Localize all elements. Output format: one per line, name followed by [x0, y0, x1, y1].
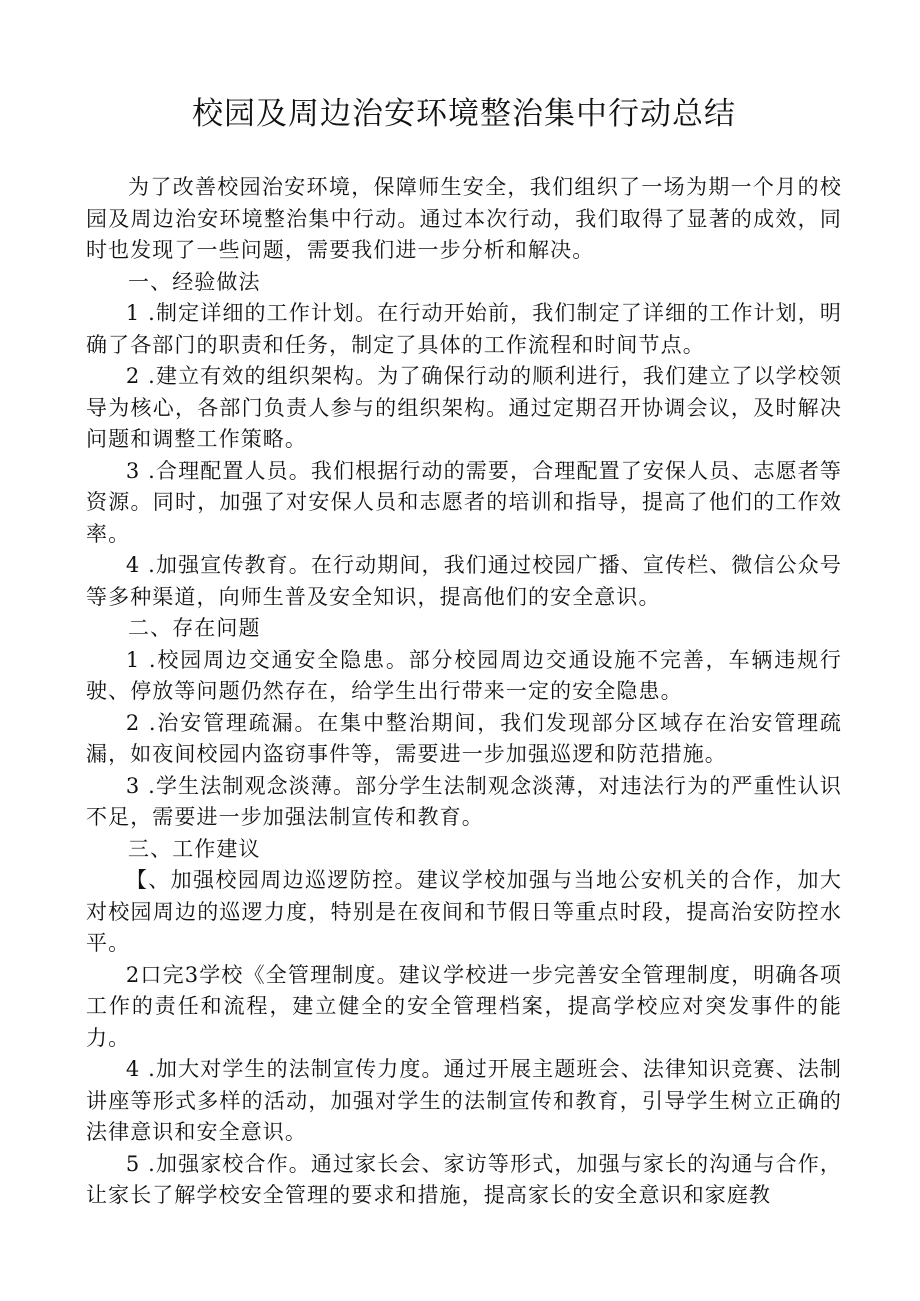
document-title: 校园及周边治安环境整治集中行动总结 [192, 96, 736, 132]
suggestion-item-2: 2口完3学校《全管理制度。建议学校进一步完善安全管理制度，明确各项工作的责任和流程，建立健全的安全管理档案，提高学校应对突发事件的能力。 [86, 962, 842, 1050]
suggestion-item-4: 4 .加大对学生的法制宣传力度。通过开展主题班会、法律知识竞赛、法制讲座等形式多样的活动，加强对学生的法制宣传和教育，引导学生树立正确的法律意识和安全意识。 [86, 1057, 842, 1144]
experience-item-1: 1 .制定详细的工作计划。在行动开始前，我们制定了详细的工作计划，明确了各部门的职责和任务，制定了具体的工作流程和时间节点。 [86, 301, 842, 357]
section-heading-suggestions: 三、工作建议 [128, 836, 261, 861]
problem-item-1: 1 .校园周边交通安全隐患。部分校园周边交通设施不完善，车辆违规行驶、停放等问题仍然存在，给学生出行带来一定的安全隐患。 [86, 647, 842, 703]
experience-item-4: 4 .加强宣传教育。在行动期间，我们通过校园广播、宣传栏、微信公众号等多种渠道，向师生普及安全知识，提高他们的安全意识。 [86, 553, 842, 609]
intro-paragraph: 为了改善校园治安环境，保障师生安全，我们组织了一场为期一个月的校园及周边治安环境整治集中行动。通过本次行动，我们取得了显著的成效，同时也发现了一些问题，需要我们进一步分析和解决。 [86, 175, 842, 262]
document-body [86, 172, 842, 1212]
section-heading-experience: 一、经验做法 [128, 269, 261, 294]
suggestion-item-5: 5 .加强家校合作。通过家长会、家访等形式，加强与家长的沟通与合作，让家长了解学校安全管理的要求和措施，提高家长的安全意识和家庭教 [86, 1151, 842, 1207]
problem-item-2: 2 .治安管理疏漏。在集中整治期间，我们发现部分区域存在治安管理疏漏，如夜间校园内盗窃事件等，需要进一步加强巡逻和防范措施。 [86, 710, 842, 766]
experience-item-2: 2 .建立有效的组织架构。为了确保行动的顺利进行，我们建立了以学校领导为核心，各部门负责人参与的组织架构。通过定期召开协调会议，及时解决问题和调整工作策略。 [86, 364, 842, 451]
suggestion-item-1: 【、加强校园周边巡逻防控。建议学校加强与当地公安机关的合作，加大对校园周边的巡逻力度，特别是在夜间和节假日等重点时段，提高治安防控水平。 [86, 868, 842, 955]
section-heading-problems: 二、存在问题 [128, 616, 261, 640]
experience-item-3: 3 .合理配置人员。我们根据行动的需要，合理配置了安保人员、志愿者等资源。同时，加强了对安保人员和志愿者的培训和指导，提高了他们的工作效率。 [86, 458, 842, 546]
problem-item-3: 3 .学生法制观念淡薄。部分学生法制观念淡薄，对违法行为的严重性认识不足，需要进一步加强法制宣传和教育。 [86, 773, 842, 829]
